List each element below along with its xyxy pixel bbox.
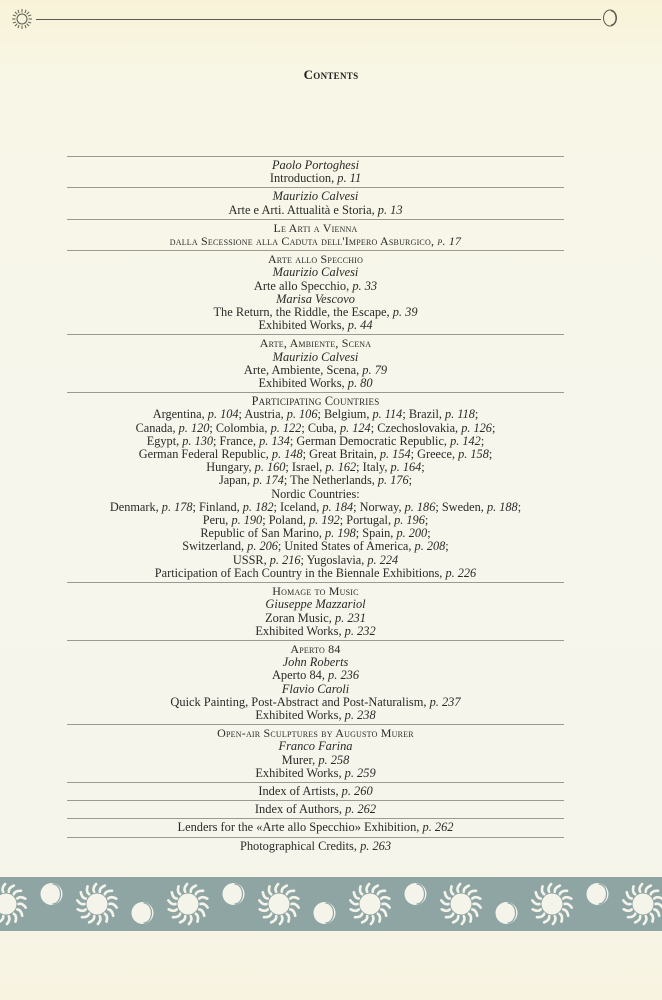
page-number: p. 11 [337, 171, 362, 186]
header-rule [36, 19, 601, 20]
sun-icon [77, 884, 116, 924]
table-of-contents [67, 156, 564, 855]
country-name: Iceland [280, 499, 317, 514]
country-name: Brazil [408, 407, 439, 422]
country-name: Cuba [307, 420, 334, 435]
toc-entry-title: Quick Painting, Post-Abstract and Post-Naturalism, [170, 694, 430, 709]
country-entry[interactable]: Brazil, p. 118 [408, 407, 475, 422]
country-name: Switzerland [182, 539, 242, 554]
moon-icon [405, 883, 427, 905]
country-entry[interactable]: Spain, p. 200 [362, 526, 428, 541]
country-entry[interactable]: France, p. 134 [219, 433, 290, 448]
sun-icon [532, 884, 571, 924]
sun-icon [0, 884, 26, 924]
country-entry[interactable]: Poland, p. 192 [268, 513, 340, 528]
page-number: p. 164 [390, 460, 422, 475]
toc-section-heading: Arte allo Specchio [267, 252, 364, 267]
page-number: p. 208 [414, 539, 446, 554]
country-name: Belgium [323, 407, 367, 422]
country-name: Greece [417, 447, 452, 462]
page-number: p. 126 [461, 420, 492, 435]
country-name: Denmark [109, 499, 156, 514]
footer-sun-moon-band [0, 877, 662, 931]
page-number: p. 196 [394, 513, 425, 528]
toc-section [67, 334, 564, 392]
toc-section [67, 219, 564, 250]
country-entry[interactable]: Finland, p. 182 [199, 499, 274, 514]
page-number: p. 198 [325, 526, 356, 541]
toc-entry-title: Arte allo Specchio, [253, 278, 353, 293]
country-name: Canada [135, 420, 173, 435]
country-name: Poland [268, 513, 303, 528]
moon-icon [602, 8, 618, 28]
toc-section [67, 724, 564, 782]
country-entry[interactable]: Sweden, p. 188 [441, 499, 518, 514]
country-name: German Federal Republic [138, 447, 266, 462]
toc-entry-title: Aperto 84, [271, 668, 329, 683]
toc-section-heading: Arte, Ambiente, Scena [259, 336, 372, 351]
country-name: Sweden [441, 499, 481, 514]
toc-entry-title: The Return, the Riddle, the Escape, [213, 305, 393, 320]
page-number: p. 33 [352, 278, 378, 293]
country-name: USSR [232, 552, 264, 567]
country-entry[interactable]: USSR, p. 216 [232, 552, 301, 567]
page-number: p. 104 [207, 407, 239, 422]
country-entry[interactable]: Canada, p. 120 [135, 420, 210, 435]
toc-entry-title: Photographical Credits, [239, 838, 361, 853]
nordic-countries-label: Nordic Countries: [271, 486, 360, 501]
page-number: p. 106 [286, 407, 318, 422]
toc-entry-title: Arte, Ambiente, Scena, [243, 362, 363, 377]
toc-entry-title: Index of Authors, [254, 802, 346, 817]
toc-entry[interactable] [67, 172, 564, 185]
sun-icon [259, 884, 298, 924]
page-number: p. 39 [392, 305, 418, 320]
moon-icon [587, 883, 609, 905]
toc-entry[interactable] [67, 204, 564, 217]
country-name: Spain [362, 526, 391, 541]
page-number: p. 262 [345, 802, 377, 817]
page-header-ornament [0, 0, 662, 40]
toc-section-heading: Participating Countries [251, 394, 380, 409]
toc-entry-title: Lenders for the «Arte allo Specchio» Exhibition, [177, 820, 423, 835]
toc-entry[interactable] [67, 235, 564, 248]
page-number: p. 190 [231, 513, 263, 528]
toc-author: Giuseppe Mazzariol [265, 597, 366, 612]
moon-icon [314, 902, 336, 924]
toc-entry-title: Murer, [281, 752, 319, 767]
toc-section [67, 800, 564, 818]
page-number: p. 192 [309, 513, 340, 528]
country-name: Hungary [206, 460, 249, 475]
country-entry[interactable]: Republic of San Marino, p. 198 [200, 526, 356, 541]
toc-entry[interactable] [67, 625, 564, 638]
page-number: p. 174 [253, 473, 284, 488]
toc-author: Maurizio Calvesi [272, 265, 359, 280]
country-name: Italy [362, 460, 385, 475]
page-number: p. 122 [270, 420, 302, 435]
moon-icon [41, 883, 63, 905]
page-number: p. 182 [242, 499, 274, 514]
page-number: p. 226 [445, 565, 477, 580]
toc-author: John Roberts [282, 655, 349, 670]
country-entry[interactable]: Italy, p. 164 [362, 460, 422, 475]
page-number: p. 200 [396, 526, 428, 541]
toc-entry[interactable] [67, 840, 564, 853]
page-number: p. 44 [347, 318, 373, 333]
toc-section [67, 640, 564, 724]
country-entry[interactable]: Yugoslavia, p. 224 [306, 552, 399, 567]
country-line: German Federal Republic, p. 148; Great Britain, p. 154; Greece, p. 158; [138, 447, 493, 462]
page-number: p. 160 [254, 460, 286, 475]
country-entry[interactable]: Norway, p. 186 [359, 499, 436, 514]
page-number: p. 206 [247, 539, 278, 554]
toc-entry-title: Introduction, [269, 171, 338, 186]
country-line: Peru, p. 190; Poland, p. 192; Portugal, p. 196; [202, 513, 429, 528]
toc-entry[interactable] [67, 280, 564, 293]
country-name: The Netherlands [290, 473, 372, 488]
country-entry[interactable]: Peru, p. 190 [202, 513, 263, 528]
toc-section-heading: Homage to Music [272, 584, 359, 599]
country-name: Portugal [346, 513, 388, 528]
country-line: USSR, p. 216; Yugoslavia, p. 224 [232, 552, 399, 567]
sun-moon-frieze [0, 877, 662, 931]
toc-entry-title: Exhibited Works, [258, 318, 348, 333]
page-number: p. 262 [422, 820, 454, 835]
country-name: Japan [218, 473, 247, 488]
country-entry[interactable]: German Democratic Republic, p. 142 [296, 433, 481, 448]
country-entry[interactable]: Cuba, p. 124 [307, 420, 371, 435]
toc-author: Paolo Portoghesi [271, 158, 360, 172]
toc-author: Flavio Caroli [281, 681, 350, 696]
country-line: Republic of San Marino, p. 198; Spain, p. 200; [200, 526, 431, 541]
toc-section [67, 837, 564, 855]
country-entry[interactable]: Japan, p. 174 [218, 473, 284, 488]
sun-icon [350, 884, 389, 924]
country-entry[interactable]: Denmark, p. 178 [109, 499, 193, 514]
toc-section [67, 156, 564, 187]
country-name: Czechoslovakia [377, 420, 456, 435]
country-line: Egypt, p. 130; France, p. 134; German Democratic Republic, p. 142; [146, 433, 485, 448]
toc-entry-title: Arte e Arti. Attualità e Storia, [228, 202, 378, 217]
country-name: Yugoslavia [306, 552, 362, 567]
country-entry[interactable]: Iceland, p. 184 [280, 499, 354, 514]
country-name: Colombia [215, 420, 265, 435]
toc-author: Maurizio Calvesi [272, 349, 359, 364]
toc-section [67, 250, 564, 334]
toc-entry[interactable] [67, 767, 564, 780]
toc-entry-title: Exhibited Works, [255, 765, 345, 780]
country-line: Denmark, p. 178; Finland, p. 182; Iceland, p. 184; Norway, p. 186; Sweden, p. 188; [109, 499, 522, 514]
page-number: p. 114 [372, 407, 403, 422]
country-entry[interactable]: Czechoslovakia, p. 126 [377, 420, 492, 435]
page-number: p. 232 [344, 623, 376, 638]
country-entry[interactable]: Austria, p. 106 [244, 407, 318, 422]
page-number: p. 130 [182, 433, 214, 448]
moon-icon [132, 902, 154, 924]
toc-entry-title: dalla Secessione alla Caduta dell'Impero Asburgico, [169, 234, 438, 249]
country-entry[interactable]: Portugal, p. 196 [346, 513, 425, 528]
page-number: p. 13 [377, 202, 403, 217]
country-name: France [219, 433, 253, 448]
country-entry[interactable]: Colombia, p. 122 [215, 420, 302, 435]
country-entry[interactable]: Hungary, p. 160 [206, 460, 286, 475]
toc-entry[interactable] [67, 567, 564, 580]
country-name: Finland [199, 499, 237, 514]
page-number: p. 231 [334, 610, 366, 625]
country-entry[interactable]: Argentina, p. 104 [152, 407, 239, 422]
country-entry[interactable]: Belgium, p. 114 [323, 407, 403, 422]
sun-icon [11, 8, 33, 30]
page-number: p. 238 [344, 707, 376, 722]
page-number: p. 260 [341, 783, 373, 798]
country-name: Austria [244, 407, 281, 422]
toc-entry[interactable] [67, 709, 564, 722]
page-number: p. 263 [360, 838, 392, 853]
toc-entry[interactable] [67, 821, 564, 834]
toc-entry-title: Exhibited Works, [255, 623, 345, 638]
page-number: p. 80 [347, 376, 373, 391]
toc-entry-title: Index of Artists, [258, 783, 342, 798]
page-number: p. 186 [404, 499, 436, 514]
page-number: p. 134 [259, 433, 290, 448]
toc-section-heading: Le Arti a Vienna [273, 220, 358, 235]
page-number: p. 162 [325, 460, 357, 475]
toc-author: Maurizio Calvesi [272, 189, 359, 204]
page-title: Contents [303, 67, 359, 82]
country-name: German Democratic Republic [296, 433, 444, 448]
page-number: p. 178 [161, 499, 193, 514]
country-line: Japan, p. 174; The Netherlands, p. 176; [218, 473, 413, 488]
country-entry[interactable]: United States of America, p. 208 [284, 539, 446, 554]
page-number: p. 188 [486, 499, 518, 514]
country-name: Norway [359, 499, 399, 514]
country-name: Peru [202, 513, 226, 528]
toc-section [67, 782, 564, 800]
country-name: Argentina [152, 407, 202, 422]
toc-author: Marisa Vescovo [276, 291, 355, 306]
page-number: p. 142 [450, 433, 481, 448]
page-number: p. 236 [328, 668, 360, 683]
page-number: p. 120 [178, 420, 210, 435]
country-entry[interactable]: Egypt, p. 130 [146, 433, 214, 448]
country-name: Egypt [146, 433, 177, 448]
country-name: Republic of San Marino [200, 526, 319, 541]
country-entry[interactable]: Israel, p. 162 [291, 460, 357, 475]
page-number: p. 224 [367, 552, 399, 567]
toc-entry[interactable] [67, 803, 564, 816]
toc-section-heading: Aperto 84 [290, 641, 341, 656]
sun-icon [441, 884, 480, 924]
page-number: p. 124 [339, 420, 371, 435]
page-number: p. 17 [437, 234, 462, 249]
country-entry[interactable]: Switzerland, p. 206 [182, 539, 278, 554]
country-line: Argentina, p. 104; Austria, p. 106; Belgium, p. 114; Brazil, p. 118; [152, 407, 479, 422]
country-line: Switzerland, p. 206; United States of America, p. 208; [182, 539, 449, 554]
toc-entry[interactable] [67, 669, 564, 682]
page-number: p. 79 [362, 362, 388, 377]
sun-icon [168, 884, 207, 924]
page-number: p. 237 [429, 694, 461, 709]
country-name: Great Britain [309, 447, 374, 462]
country-entry[interactable]: The Netherlands, p. 176 [290, 473, 409, 488]
country-entry[interactable]: Greece, p. 158 [417, 447, 489, 462]
page-number: p. 259 [344, 765, 376, 780]
page-number: p. 184 [322, 499, 354, 514]
country-entry[interactable]: German Federal Republic, p. 148 [138, 447, 303, 462]
country-name: Israel [291, 460, 320, 475]
toc-entry[interactable] [67, 377, 564, 390]
page-number: p. 158 [458, 447, 489, 462]
toc-entry-title: Participation of Each Country in the Biennale Exhibitions, [154, 565, 446, 580]
page-number: p. 148 [271, 447, 303, 462]
sun-icon [623, 884, 662, 924]
country-line: Canada, p. 120; Colombia, p. 122; Cuba, p. 124; Czechoslovakia, p. 126; [135, 420, 496, 435]
toc-entry-title: Zoran Music, [265, 610, 335, 625]
toc-section [67, 582, 564, 640]
page-number: p. 176 [377, 473, 409, 488]
moon-icon [496, 902, 518, 924]
moon-icon [223, 883, 245, 905]
toc-entry[interactable] [67, 785, 564, 798]
toc-author: Franco Farina [278, 739, 353, 754]
toc-section [67, 187, 564, 218]
page-number: p. 118 [445, 407, 475, 422]
page-number: p. 154 [379, 447, 411, 462]
toc-entry-title: Exhibited Works, [255, 707, 345, 722]
country-name: United States of America [284, 539, 409, 554]
country-entry[interactable]: Great Britain, p. 154 [309, 447, 411, 462]
toc-section [67, 392, 564, 582]
toc-section-heading: Open-air Sculptures by Augusto Murer [217, 726, 414, 741]
page-number: p. 216 [269, 552, 301, 567]
page-number: p. 258 [318, 752, 350, 767]
toc-section [67, 818, 564, 836]
toc-entry-title: Exhibited Works, [258, 376, 348, 391]
toc-entry[interactable] [67, 319, 564, 332]
country-line: Hungary, p. 160; Israel, p. 162; Italy, p. 164; [206, 460, 425, 475]
